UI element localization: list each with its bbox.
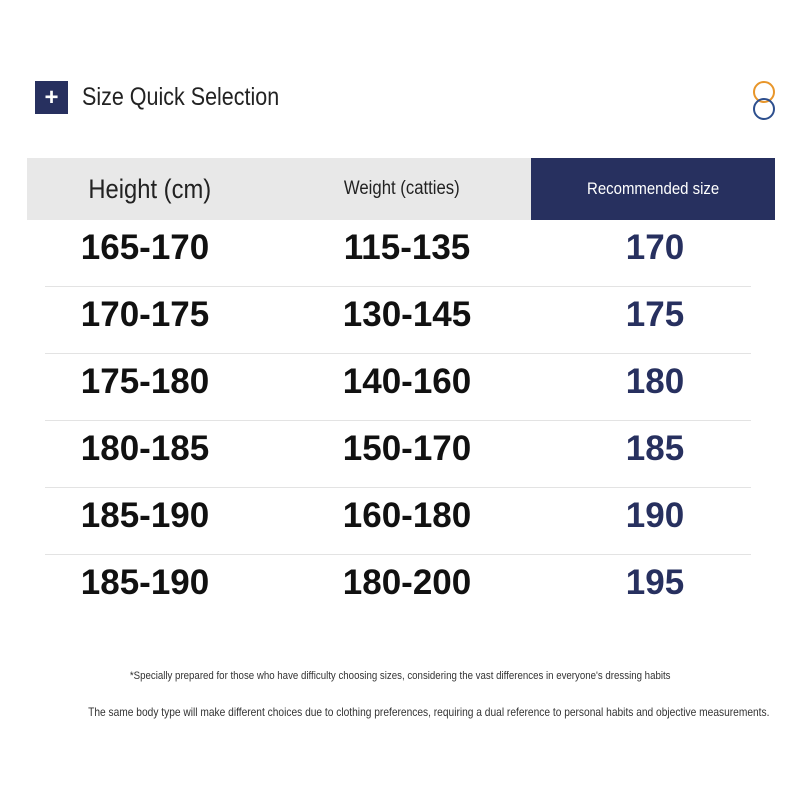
size-table-body — [45, 220, 751, 622]
size-cell: 190 — [625, 496, 685, 535]
height-cell: 170-175 — [80, 295, 210, 334]
height-cell: 185-190 — [80, 563, 210, 602]
weight-cell: 180-200 — [342, 563, 472, 602]
table-row — [45, 354, 751, 421]
table-row — [45, 287, 751, 354]
section-header — [35, 80, 311, 115]
size-cell: 195 — [625, 563, 685, 602]
size-cell: 185 — [625, 429, 685, 468]
column-header-weight: Weight (catties) — [344, 178, 460, 199]
height-cell: 175-180 — [80, 362, 210, 401]
table-row — [45, 555, 751, 622]
rings-logo-icon — [750, 80, 778, 122]
table-row — [45, 220, 751, 287]
footnote-line-2: The same body type will make different choices due to clothing preferences, requiring a dual reference to personal habits and objective measurements. — [88, 705, 770, 719]
section-title: Size Quick Selection — [82, 83, 280, 111]
plus-icon: + — [35, 81, 68, 114]
weight-cell: 130-145 — [342, 295, 472, 334]
table-row — [45, 421, 751, 488]
table-header — [27, 158, 775, 220]
weight-cell: 115-135 — [343, 228, 471, 267]
column-header-height: Height (cm) — [88, 173, 212, 204]
footnote-line-1: *Specially prepared for those who have difficulty choosing sizes, considering the vast differences in everyone's dressing habits — [129, 670, 671, 682]
column-header-recommended-size: Recommended size — [586, 179, 720, 198]
height-cell: 180-185 — [80, 429, 210, 468]
size-cell: 170 — [625, 228, 685, 267]
height-cell: 165-170 — [80, 228, 210, 267]
weight-cell: 140-160 — [342, 362, 472, 401]
table-row — [45, 488, 751, 555]
weight-cell: 150-170 — [342, 429, 472, 468]
size-cell: 180 — [625, 362, 685, 401]
height-cell: 185-190 — [80, 496, 210, 535]
weight-cell: 160-180 — [342, 496, 472, 535]
size-cell: 175 — [625, 295, 685, 334]
